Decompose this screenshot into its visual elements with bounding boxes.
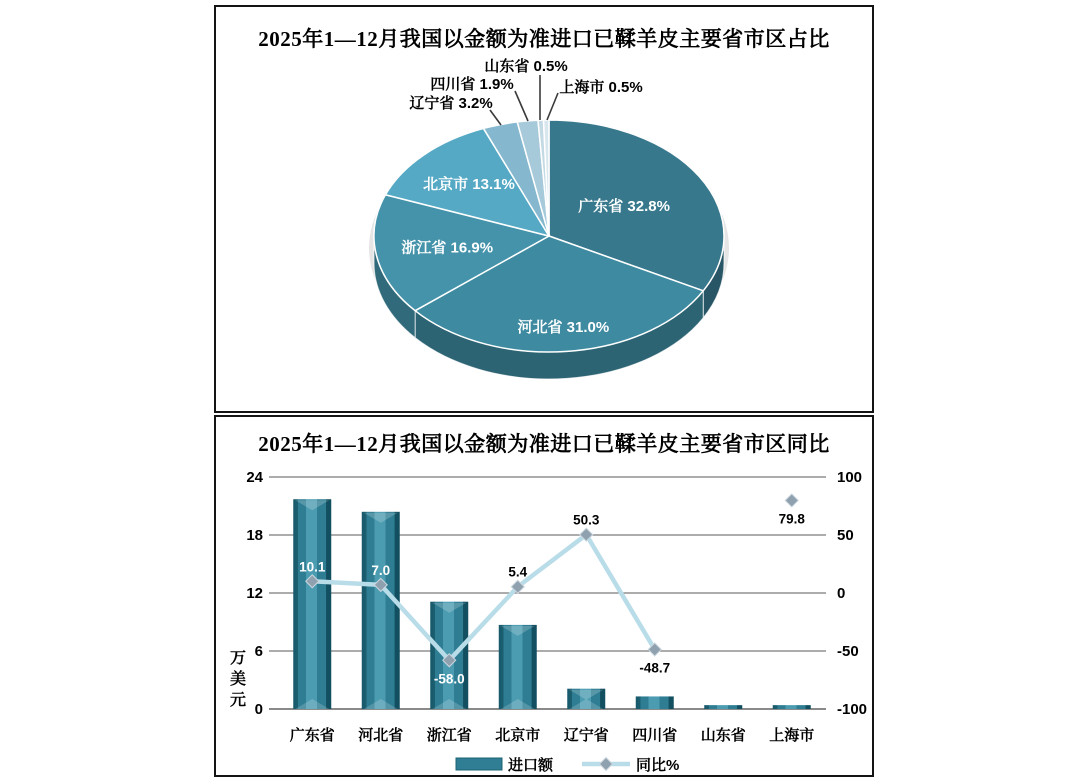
left-axis-tick: 12 xyxy=(246,585,263,602)
pie-label-浙江省: 浙江省 16.9% xyxy=(401,239,494,257)
left-axis-tick: 24 xyxy=(246,469,263,486)
bar-四川省 xyxy=(636,696,674,709)
legend-line-label: 同比% xyxy=(636,757,680,774)
line-label-辽宁省: 50.3 xyxy=(573,512,600,528)
legend-bar-label: 进口额 xyxy=(508,757,554,774)
right-axis-tick: -50 xyxy=(837,643,859,660)
category-label-河北省: 河北省 xyxy=(358,727,404,744)
pie-leader-上海市 xyxy=(547,93,558,120)
bar-河北省 xyxy=(362,512,400,709)
pie-label-四川省: 四川省 1.9% xyxy=(430,76,514,93)
bar-北京市 xyxy=(499,625,537,709)
pie-leader-四川省 xyxy=(515,91,528,121)
right-axis-tick: 100 xyxy=(837,469,863,486)
line-label-北京市: 5.4 xyxy=(508,564,528,580)
category-label-山东省: 山东省 xyxy=(700,727,746,744)
pie-label-上海市: 上海市 0.5% xyxy=(559,79,643,96)
y-axis-unit-char: 万 xyxy=(229,650,247,667)
line-label-四川省: -48.7 xyxy=(639,660,671,676)
pie-label-山东省: 山东省 0.5% xyxy=(484,58,568,75)
pie-leader-辽宁省 xyxy=(490,110,501,125)
left-axis-tick: 18 xyxy=(246,527,263,544)
pie-chart-title: 2025年1—12月我国以金额为准进口已鞣羊皮主要省市区占比 xyxy=(258,27,830,51)
category-label-北京市: 北京市 xyxy=(495,727,541,744)
line-label-河北省: 7.0 xyxy=(371,562,391,578)
legend-bar-swatch xyxy=(456,758,502,770)
bar-chart-title: 2025年1—12月我国以金额为准进口已鞣羊皮主要省市区同比 xyxy=(258,432,830,456)
category-label-四川省: 四川省 xyxy=(632,727,678,744)
legend-line-marker xyxy=(600,758,613,771)
category-label-上海市: 上海市 xyxy=(769,727,815,744)
bar-山东省 xyxy=(704,705,742,709)
pie-label-北京市: 北京市 13.1% xyxy=(423,176,515,194)
pie-label-广东省: 广东省 32.8% xyxy=(578,198,670,216)
bar-上海市 xyxy=(773,705,811,709)
pie-chart xyxy=(216,7,872,411)
line-label-浙江省: -58.0 xyxy=(433,671,465,687)
bar-广东省 xyxy=(293,499,331,709)
right-axis-tick: -100 xyxy=(837,701,868,718)
line-segment xyxy=(586,535,655,650)
y-axis-unit-char: 美 xyxy=(229,671,247,688)
line-label-广东省: 10.1 xyxy=(299,559,326,575)
right-axis-tick: 0 xyxy=(837,585,846,602)
pie-chart-panel xyxy=(214,5,874,413)
pie-label-辽宁省: 辽宁省 3.2% xyxy=(409,95,493,112)
category-label-广东省: 广东省 xyxy=(289,727,335,744)
line-marker-上海市 xyxy=(785,494,798,507)
y-axis-unit-char: 元 xyxy=(229,692,247,709)
bar-combo-chart xyxy=(216,417,872,775)
category-label-浙江省: 浙江省 xyxy=(426,727,472,744)
pie-label-河北省: 河北省 31.0% xyxy=(517,319,610,337)
bar-chart-panel xyxy=(214,415,874,777)
left-axis-tick: 6 xyxy=(254,643,263,660)
right-axis-tick: 50 xyxy=(837,527,854,544)
category-label-辽宁省: 辽宁省 xyxy=(563,727,609,744)
left-axis-tick: 0 xyxy=(254,701,263,718)
line-segment xyxy=(518,535,587,587)
line-label-上海市: 79.8 xyxy=(778,511,805,527)
